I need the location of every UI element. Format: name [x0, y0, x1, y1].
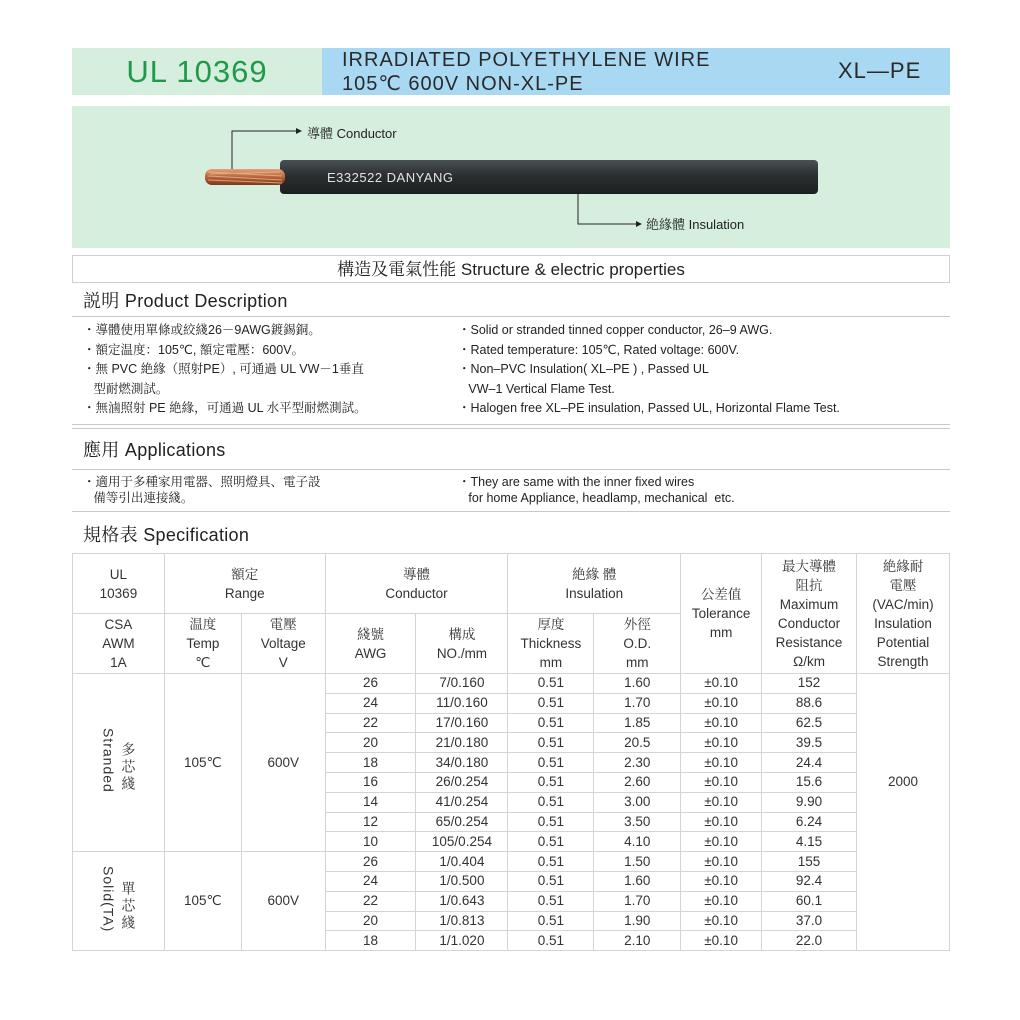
- cell-od: 3.50: [594, 812, 681, 832]
- table-row: [73, 674, 950, 694]
- cell-construction: 65/0.254: [416, 812, 508, 832]
- cell-thickness: 0.51: [508, 693, 594, 713]
- solid-voltage: 600V: [241, 852, 325, 951]
- cell-resistance: 39.5: [762, 733, 857, 753]
- cell-resistance: 15.6: [762, 772, 857, 792]
- cell-tolerance: ±0.10: [681, 931, 762, 951]
- cell-tolerance: ±0.10: [681, 693, 762, 713]
- cell-thickness: 0.51: [508, 832, 594, 852]
- description-cn-3: ・無 PVC 絶緣（照射PE）, 可通過 UL VW－1垂直 型耐燃測試。: [83, 362, 364, 396]
- cell-resistance: 37.0: [762, 911, 857, 931]
- description-cn-1: ・導體使用單條或絞綫26－9AWG鍍錫銅。: [83, 323, 321, 337]
- stranded-group-label: Stranded 多芯綫: [73, 674, 165, 852]
- conductor-label: 導體 Conductor: [307, 126, 397, 141]
- cell-construction: 1/0.643: [416, 891, 508, 911]
- cell-resistance: 24.4: [762, 753, 857, 773]
- cell-construction: 17/0.160: [416, 713, 508, 733]
- cell-construction: 1/1.020: [416, 931, 508, 951]
- description-en-2: ・Rated temperature: 105℃, Rated voltage: 600V.: [458, 343, 740, 357]
- cell-construction: 105/0.254: [416, 832, 508, 852]
- cell-awg: 20: [325, 911, 416, 931]
- cell-tolerance: ±0.10: [681, 753, 762, 773]
- material-code: XL—PE: [838, 58, 922, 83]
- header-resistance: 最大導體 阻抗 Maximum Conductor Resistance Ω/km: [762, 554, 857, 674]
- cell-awg: 24: [325, 871, 416, 891]
- cell-construction: 7/0.160: [416, 674, 508, 694]
- header-csa: CSA AWM 1A: [73, 614, 165, 674]
- cell-awg: 10: [325, 832, 416, 852]
- cell-thickness: 0.51: [508, 674, 594, 694]
- solid-temp: 105℃: [164, 852, 241, 951]
- cell-construction: 1/0.813: [416, 911, 508, 931]
- cell-resistance: 4.15: [762, 832, 857, 852]
- specification-table: [72, 553, 950, 951]
- cell-tolerance: ±0.10: [681, 832, 762, 852]
- cell-construction: 34/0.180: [416, 753, 508, 773]
- applications-cn: ・適用于多種家用電器、照明燈具、電子設 備等引出連接綫。: [83, 475, 321, 505]
- cell-thickness: 0.51: [508, 753, 594, 773]
- cell-thickness: 0.51: [508, 931, 594, 951]
- cell-awg: 26: [325, 852, 416, 872]
- wire-print-text: E332522 DANYANG: [327, 170, 454, 185]
- cell-thickness: 0.51: [508, 852, 594, 872]
- header-ul: UL 10369: [73, 554, 165, 614]
- cell-resistance: 88.6: [762, 693, 857, 713]
- cell-construction: 21/0.180: [416, 733, 508, 753]
- header-conductor: 導體 Conductor: [325, 554, 508, 614]
- cell-tolerance: ±0.10: [681, 674, 762, 694]
- cell-construction: 1/0.500: [416, 871, 508, 891]
- description-cn-4: ・無滷照射 PE 絶緣，可通過 UL 水平型耐燃測試。: [83, 401, 367, 415]
- header-strength: 絶緣耐 電壓 (VAC/min) Insulation Potential Strength: [857, 554, 950, 674]
- table-row: [73, 852, 950, 872]
- title-line-2: 105℃ 600V NON-XL-PE: [342, 73, 584, 95]
- header-thickness: 厚度 Thickness mm: [508, 614, 594, 674]
- cell-thickness: 0.51: [508, 812, 594, 832]
- description-en-4: ・Halogen free XL–PE insulation, Passed UL, Horizontal Flame Test.: [458, 401, 840, 415]
- cell-thickness: 0.51: [508, 792, 594, 812]
- cell-thickness: 0.51: [508, 733, 594, 753]
- cell-tolerance: ±0.10: [681, 812, 762, 832]
- cell-od: 1.90: [594, 911, 681, 931]
- cell-od: 1.50: [594, 852, 681, 872]
- cell-tolerance: ±0.10: [681, 713, 762, 733]
- description-en-1: ・Solid or stranded tinned copper conductor, 26–9 AWG.: [458, 323, 773, 337]
- cell-awg: 26: [325, 674, 416, 694]
- cell-construction: 1/0.404: [416, 852, 508, 872]
- cell-construction: 26/0.254: [416, 772, 508, 792]
- cell-tolerance: ±0.10: [681, 733, 762, 753]
- cell-tolerance: ±0.10: [681, 871, 762, 891]
- model-number: UL 10369: [126, 54, 268, 89]
- cell-od: 3.00: [594, 792, 681, 812]
- structure-heading: 構造及電氣性能 Structure & electric properties: [72, 255, 950, 283]
- cell-resistance: 6.24: [762, 812, 857, 832]
- cell-resistance: 60.1: [762, 891, 857, 911]
- cell-thickness: 0.51: [508, 713, 594, 733]
- wire-illustration: [72, 106, 950, 248]
- cell-awg: 12: [325, 812, 416, 832]
- product-description-title: 説明 Product Description: [83, 291, 288, 311]
- cell-od: 1.70: [594, 693, 681, 713]
- cell-thickness: 0.51: [508, 891, 594, 911]
- header-temp: 温度 Temp ℃: [164, 614, 241, 674]
- title-line-1: IRRADIATED POLYETHYLENE WIRE: [342, 49, 711, 71]
- cell-od: 2.10: [594, 931, 681, 951]
- cell-awg: 18: [325, 931, 416, 951]
- applications-en: ・They are same with the inner fixed wires for home Appliance, headlamp, mechanical etc.: [458, 475, 735, 505]
- cell-construction: 41/0.254: [416, 792, 508, 812]
- cell-tolerance: ±0.10: [681, 891, 762, 911]
- cell-tolerance: ±0.10: [681, 911, 762, 931]
- description-en-3: ・Non–PVC Insulation( XL–PE ) , Passed UL VW–1 Vertical Flame Test.: [458, 362, 709, 396]
- cell-construction: 11/0.160: [416, 693, 508, 713]
- strength-value: 2000: [857, 674, 950, 951]
- cell-thickness: 0.51: [508, 911, 594, 931]
- header-range: 額定 Range: [164, 554, 325, 614]
- cell-resistance: 9.90: [762, 792, 857, 812]
- divider: [72, 511, 950, 512]
- specification-title: 規格表 Specification: [83, 525, 250, 545]
- solid-group-label: Solid(TA) 單芯綫: [73, 852, 165, 951]
- applications-title: 應用 Applications: [83, 440, 226, 460]
- cell-od: 1.60: [594, 871, 681, 891]
- header-od: 外徑 O.D. mm: [594, 614, 681, 674]
- cell-tolerance: ±0.10: [681, 852, 762, 872]
- cell-tolerance: ±0.10: [681, 772, 762, 792]
- cell-resistance: 152: [762, 674, 857, 694]
- cell-awg: 24: [325, 693, 416, 713]
- cell-awg: 14: [325, 792, 416, 812]
- header-tolerance: 公差值 Tolerance mm: [681, 554, 762, 674]
- cell-resistance: 62.5: [762, 713, 857, 733]
- description-cn-2: ・額定温度：105℃, 額定電壓：600V。: [83, 343, 305, 357]
- cell-awg: 22: [325, 891, 416, 911]
- cell-resistance: 22.0: [762, 931, 857, 951]
- cell-tolerance: ±0.10: [681, 792, 762, 812]
- cell-awg: 18: [325, 753, 416, 773]
- cell-od: 4.10: [594, 832, 681, 852]
- cell-thickness: 0.51: [508, 772, 594, 792]
- header-awg: 綫號 AWG: [325, 614, 416, 674]
- cell-od: 1.85: [594, 713, 681, 733]
- cell-od: 2.30: [594, 753, 681, 773]
- cell-resistance: 155: [762, 852, 857, 872]
- divider: [72, 469, 950, 470]
- cell-thickness: 0.51: [508, 871, 594, 891]
- header-voltage: 電壓 Voltage V: [241, 614, 325, 674]
- divider: [72, 424, 950, 425]
- header-construction: 構成 NO./mm: [416, 614, 508, 674]
- insulation-label: 絶緣體 Insulation: [646, 217, 745, 232]
- divider: [72, 428, 950, 429]
- cell-resistance: 92.4: [762, 871, 857, 891]
- divider: [72, 316, 950, 317]
- stranded-temp: 105℃: [164, 674, 241, 852]
- header-insulation: 絶緣 體 Insulation: [508, 554, 681, 614]
- cell-od: 1.70: [594, 891, 681, 911]
- cell-od: 20.5: [594, 733, 681, 753]
- cell-od: 2.60: [594, 772, 681, 792]
- cell-awg: 20: [325, 733, 416, 753]
- stranded-voltage: 600V: [241, 674, 325, 852]
- cell-od: 1.60: [594, 674, 681, 694]
- cell-awg: 22: [325, 713, 416, 733]
- cell-awg: 16: [325, 772, 416, 792]
